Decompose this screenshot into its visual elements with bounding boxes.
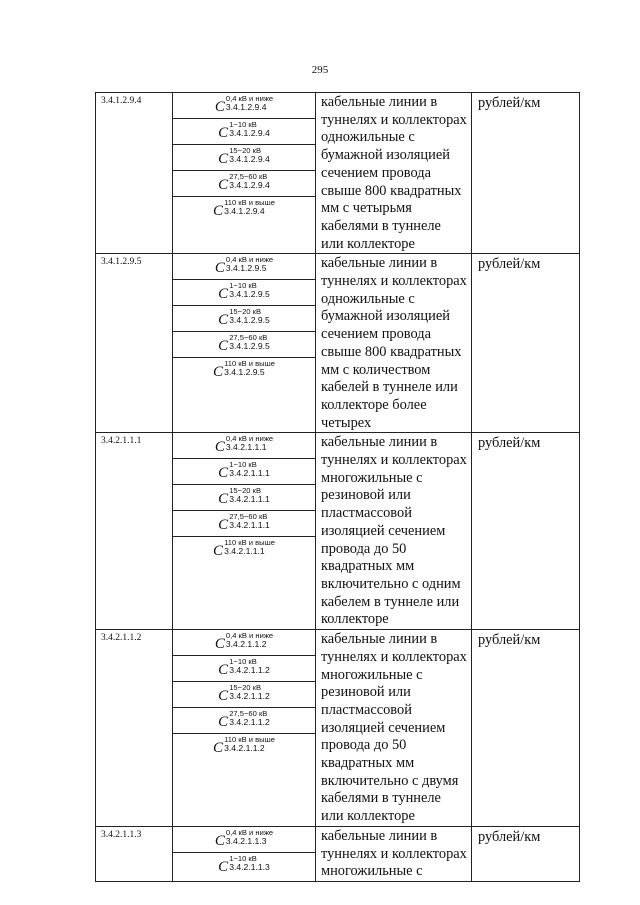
table-row xyxy=(96,433,580,630)
row-unit: рублей/км xyxy=(472,826,580,881)
table-row xyxy=(96,254,580,433)
row-description: кабельные линии в туннелях и коллекторах многожильные с резиновой или пластмассовой изоляцией сечением провода до 50 квадратных мм включительно с одним кабелем в туннеле или коллекторе xyxy=(316,433,472,630)
formula-subscript: 3.4.2.1.1.1 xyxy=(229,520,270,531)
formula-symbol: C xyxy=(213,203,224,219)
formula-symbol: C xyxy=(213,740,224,757)
rate-formula xyxy=(218,308,270,328)
row-description: кабельные линии в туннелях и коллекторах многожильные с xyxy=(316,826,472,881)
formula-symbol: C xyxy=(218,338,229,355)
rate-formula xyxy=(218,658,270,678)
formula-subscript: 3.4.1.2.9.4 xyxy=(229,154,270,164)
symbol-cell xyxy=(173,197,315,253)
rate-formula xyxy=(218,147,270,167)
table-row xyxy=(96,826,580,881)
row-code: 3.4.2.1.1.1 xyxy=(96,433,173,630)
symbol-list xyxy=(173,827,315,881)
voltage-class: 0,4 кВ и ниже xyxy=(225,827,274,837)
symbol-cell xyxy=(173,827,315,853)
voltage-class: 1−10 кВ xyxy=(229,120,257,129)
formula-symbol: C xyxy=(214,99,225,115)
rate-formula xyxy=(218,461,270,481)
formula-symbol: C xyxy=(214,636,225,653)
symbol-cell xyxy=(173,280,315,306)
formula-symbol: C xyxy=(218,517,229,534)
symbol-cell xyxy=(173,630,315,656)
formula-subscript: 3.4.1.2.9.5 xyxy=(225,263,267,274)
formula-symbol: C xyxy=(218,177,229,193)
formula-symbol: C xyxy=(214,832,225,849)
voltage-class: 110 кВ и выше xyxy=(224,359,275,369)
formula-subscript: 3.4.2.1.1.2 xyxy=(229,717,270,728)
symbol-cell xyxy=(173,119,315,145)
formula-subscript: 3.4.2.1.1.1 xyxy=(229,494,270,505)
row-description: кабельные линии в туннелях и коллекторах одножильные с бумажной изоляцией сечением провода свыше 800 квадратных мм с количеством кабелей в туннеле или коллекторе более четырех xyxy=(316,254,472,433)
formula-subscript: 3.4.1.2.9.4 xyxy=(225,102,267,112)
symbol-cell xyxy=(173,708,315,734)
voltage-class: 27,5−60 кВ xyxy=(229,709,268,719)
row-description: кабельные линии в туннелях и коллекторах одножильные с бумажной изоляцией сечением провода свыше 800 квадратных мм с четырьмя кабелями в туннеле или коллекторе xyxy=(316,93,472,254)
table-row xyxy=(96,630,580,827)
formula-symbol: C xyxy=(214,260,225,277)
row-description: кабельные линии в туннелях и коллекторах многожильные с резиновой или пластмассовой изоляцией сечением провода до 50 квадратных мм включительно с двумя кабелями в туннеле или коллекторе xyxy=(316,630,472,827)
formula-symbol: C xyxy=(218,312,229,329)
voltage-class: 0,4 кВ и ниже xyxy=(225,255,274,265)
voltage-class: 15−20 кВ xyxy=(229,307,262,317)
rate-formula xyxy=(218,855,270,875)
rate-formula xyxy=(218,121,270,141)
formula-symbol: C xyxy=(218,662,229,679)
symbol-list xyxy=(173,433,315,629)
row-code: 3.4.2.1.1.2 xyxy=(96,630,173,827)
table-row xyxy=(96,93,580,254)
symbol-cell xyxy=(173,254,315,280)
symbol-cell xyxy=(173,734,315,826)
rate-formula xyxy=(213,360,275,380)
voltage-class: 0,4 кВ и ниже xyxy=(225,631,274,641)
row-code: 3.4.1.2.9.4 xyxy=(96,93,173,254)
rate-formula xyxy=(218,513,270,533)
formula-symbol: C xyxy=(218,688,229,705)
rate-formula xyxy=(213,539,275,559)
rate-formula xyxy=(218,487,270,507)
formula-subscript: 3.4.1.2.9.5 xyxy=(229,289,270,300)
rate-formula xyxy=(215,256,273,276)
symbol-cell xyxy=(173,656,315,682)
formula-subscript: 3.4.2.1.1.1 xyxy=(225,442,267,453)
symbol-cell xyxy=(173,358,315,432)
rate-formula xyxy=(218,173,270,193)
voltage-class: 1−10 кВ xyxy=(229,281,257,291)
row-symbols xyxy=(173,630,316,827)
symbol-cell xyxy=(173,537,315,629)
formula-subscript: 3.4.1.2.9.4 xyxy=(224,206,265,216)
formula-subscript: 3.4.2.1.1.3 xyxy=(229,861,270,872)
formula-subscript: 3.4.2.1.1.1 xyxy=(224,546,265,557)
formula-subscript: 3.4.1.2.9.4 xyxy=(229,180,270,190)
formula-subscript: 3.4.2.1.1.2 xyxy=(225,639,267,650)
table-body xyxy=(96,93,580,882)
voltage-class: 110 кВ и выше xyxy=(224,198,275,207)
row-code: 3.4.2.1.1.3 xyxy=(96,826,173,881)
symbol-list xyxy=(173,254,315,432)
voltage-class: 1−10 кВ xyxy=(229,657,257,667)
formula-symbol: C xyxy=(213,364,224,381)
formula-symbol: C xyxy=(218,125,229,141)
symbol-cell xyxy=(173,332,315,358)
symbol-cell xyxy=(173,682,315,708)
rate-formula xyxy=(218,710,270,730)
row-symbols xyxy=(173,826,316,881)
formula-symbol: C xyxy=(218,465,229,482)
voltage-class: 15−20 кВ xyxy=(229,683,262,693)
formula-subscript: 3.4.2.1.1.2 xyxy=(224,743,265,754)
formula-subscript: 3.4.1.2.9.4 xyxy=(229,128,270,138)
rate-formula xyxy=(213,199,275,219)
formula-symbol: C xyxy=(213,543,224,560)
row-unit: рублей/км xyxy=(472,630,580,827)
tariff-table xyxy=(95,92,580,882)
voltage-class: 15−20 кВ xyxy=(229,486,262,496)
formula-subscript: 3.4.2.1.1.1 xyxy=(229,468,270,479)
symbol-cell xyxy=(173,433,315,459)
formula-subscript: 3.4.1.2.9.5 xyxy=(224,367,265,378)
formula-subscript: 3.4.2.1.1.2 xyxy=(229,665,270,676)
rate-formula xyxy=(218,282,270,302)
rate-formula xyxy=(215,829,273,849)
voltage-class: 0,4 кВ и ниже xyxy=(225,94,274,103)
rate-formula xyxy=(218,684,270,704)
row-unit: рублей/км xyxy=(472,254,580,433)
row-symbols xyxy=(173,254,316,433)
formula-symbol: C xyxy=(218,286,229,303)
voltage-class: 1−10 кВ xyxy=(229,460,257,470)
rate-formula xyxy=(215,435,273,455)
symbol-cell xyxy=(173,485,315,511)
symbol-cell xyxy=(173,853,315,881)
voltage-class: 0,4 кВ и ниже xyxy=(225,434,274,444)
rate-formula xyxy=(215,632,273,652)
formula-subscript: 3.4.2.1.1.3 xyxy=(225,835,267,846)
voltage-class: 15−20 кВ xyxy=(229,146,262,155)
formula-symbol: C xyxy=(218,151,229,167)
rate-formula xyxy=(218,334,270,354)
voltage-class: 27,5−60 кВ xyxy=(229,333,268,343)
formula-subscript: 3.4.1.2.9.5 xyxy=(229,341,270,352)
symbol-cell xyxy=(173,145,315,171)
row-code: 3.4.1.2.9.5 xyxy=(96,254,173,433)
page-number: 295 xyxy=(311,64,329,76)
symbol-cell xyxy=(173,306,315,332)
voltage-class: 27,5−60 кВ xyxy=(229,512,268,522)
voltage-class: 1−10 кВ xyxy=(229,853,257,863)
symbol-cell xyxy=(173,93,315,119)
row-unit: рублей/км xyxy=(472,433,580,630)
formula-subscript: 3.4.2.1.1.2 xyxy=(229,691,270,702)
formula-symbol: C xyxy=(214,439,225,456)
formula-subscript: 3.4.1.2.9.5 xyxy=(229,315,270,326)
voltage-class: 110 кВ и выше xyxy=(224,538,275,548)
formula-symbol: C xyxy=(218,858,229,875)
rate-formula xyxy=(215,95,273,115)
voltage-class: 110 кВ и выше xyxy=(224,735,275,745)
formula-symbol: C xyxy=(218,714,229,731)
rate-formula xyxy=(213,736,275,756)
symbol-list xyxy=(173,93,315,253)
formula-symbol: C xyxy=(218,491,229,508)
row-unit: рублей/км xyxy=(472,93,580,254)
row-symbols xyxy=(173,93,316,254)
voltage-class: 27,5−60 кВ xyxy=(229,172,268,181)
symbol-cell xyxy=(173,459,315,485)
symbol-cell xyxy=(173,171,315,197)
symbol-list xyxy=(173,630,315,826)
symbol-cell xyxy=(173,511,315,537)
row-symbols xyxy=(173,433,316,630)
